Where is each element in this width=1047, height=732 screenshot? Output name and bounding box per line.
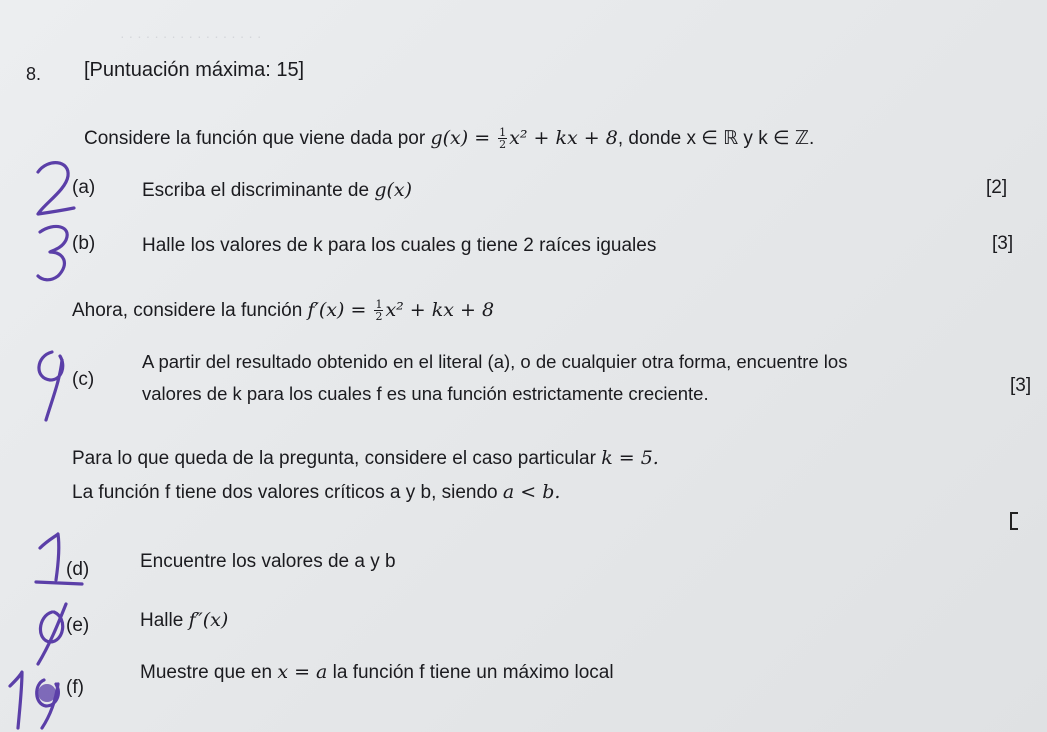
part-d-text: Encuentre los valores de a y b xyxy=(140,551,396,572)
part-a-prompt: Escriba el discriminante de xyxy=(142,180,370,201)
intro-tail: , donde x ∈ ℝ y k ∈ ℤ. xyxy=(617,128,815,149)
part-a-label: (a) xyxy=(72,177,96,198)
part-f-label: (f) xyxy=(66,677,84,698)
context-2-text: La función f tiene dos valores críticos a y b, siendo xyxy=(72,482,498,503)
part-e-prompt: Halle xyxy=(140,610,184,631)
part-d-label: (d) xyxy=(66,559,90,580)
part-f-prompt: Muestre que en xyxy=(140,662,273,683)
part-b-text: Halle los valores de k para los cuales g tiene 2 raíces iguales xyxy=(142,235,657,256)
now-func: f′(x) = xyxy=(307,299,373,321)
fraction-numerator: 1 xyxy=(375,298,383,312)
context-2-math: a < b. xyxy=(502,481,561,503)
context-1-text: Para lo que queda de la pregunta, considere el caso particular xyxy=(72,448,596,469)
handwritten-0-icon xyxy=(38,604,66,664)
handwritten-9-icon xyxy=(39,352,63,420)
handwritten-tick-icon xyxy=(10,672,22,728)
part-e-math: f″(x) xyxy=(188,609,229,631)
fraction-denominator: 2 xyxy=(499,138,507,152)
max-score: [Puntuación máxima: 15] xyxy=(84,59,305,81)
part-a-math: g(x) xyxy=(374,179,413,201)
part-c-marks: [3] xyxy=(1010,375,1032,396)
part-b-marks: [3] xyxy=(992,233,1014,254)
intro-text: Considere la función que viene dada por xyxy=(84,128,426,149)
handwritten-1-icon xyxy=(36,534,82,584)
part-f-prompt-2: la función f tiene un máximo local xyxy=(332,662,614,683)
now-text: Ahora, considere la función xyxy=(72,300,303,321)
intro-func: g(x) = xyxy=(430,127,497,149)
intro-rest: x² + kx + 8 xyxy=(509,127,618,149)
fraction-denominator: 2 xyxy=(375,310,383,324)
question-number: 8. xyxy=(26,64,42,84)
part-c-label: (c) xyxy=(72,369,95,390)
now-rest: x² + kx + 8 xyxy=(385,299,495,321)
part-b-label: (b) xyxy=(72,233,96,254)
part-f-math: x = a xyxy=(277,661,328,683)
context-1-math: k = 5. xyxy=(601,447,659,469)
show-through-text: · · · · · · · · · · · · · · · · · xyxy=(120,28,262,44)
part-c-line2: valores de k para los cuales f es una función estrictamente creciente. xyxy=(142,383,709,404)
handwritten-2-icon xyxy=(38,163,74,214)
handwritten-3-icon xyxy=(38,226,67,279)
part-e-label: (e) xyxy=(66,615,90,636)
part-a-marks: [2] xyxy=(986,177,1008,198)
fraction-numerator: 1 xyxy=(499,126,507,140)
handwritten-dot-icon xyxy=(38,684,56,702)
part-c-line1: A partir del resultado obtenido en el literal (a), o de cualquier otra forma, encuentre los xyxy=(142,351,848,372)
